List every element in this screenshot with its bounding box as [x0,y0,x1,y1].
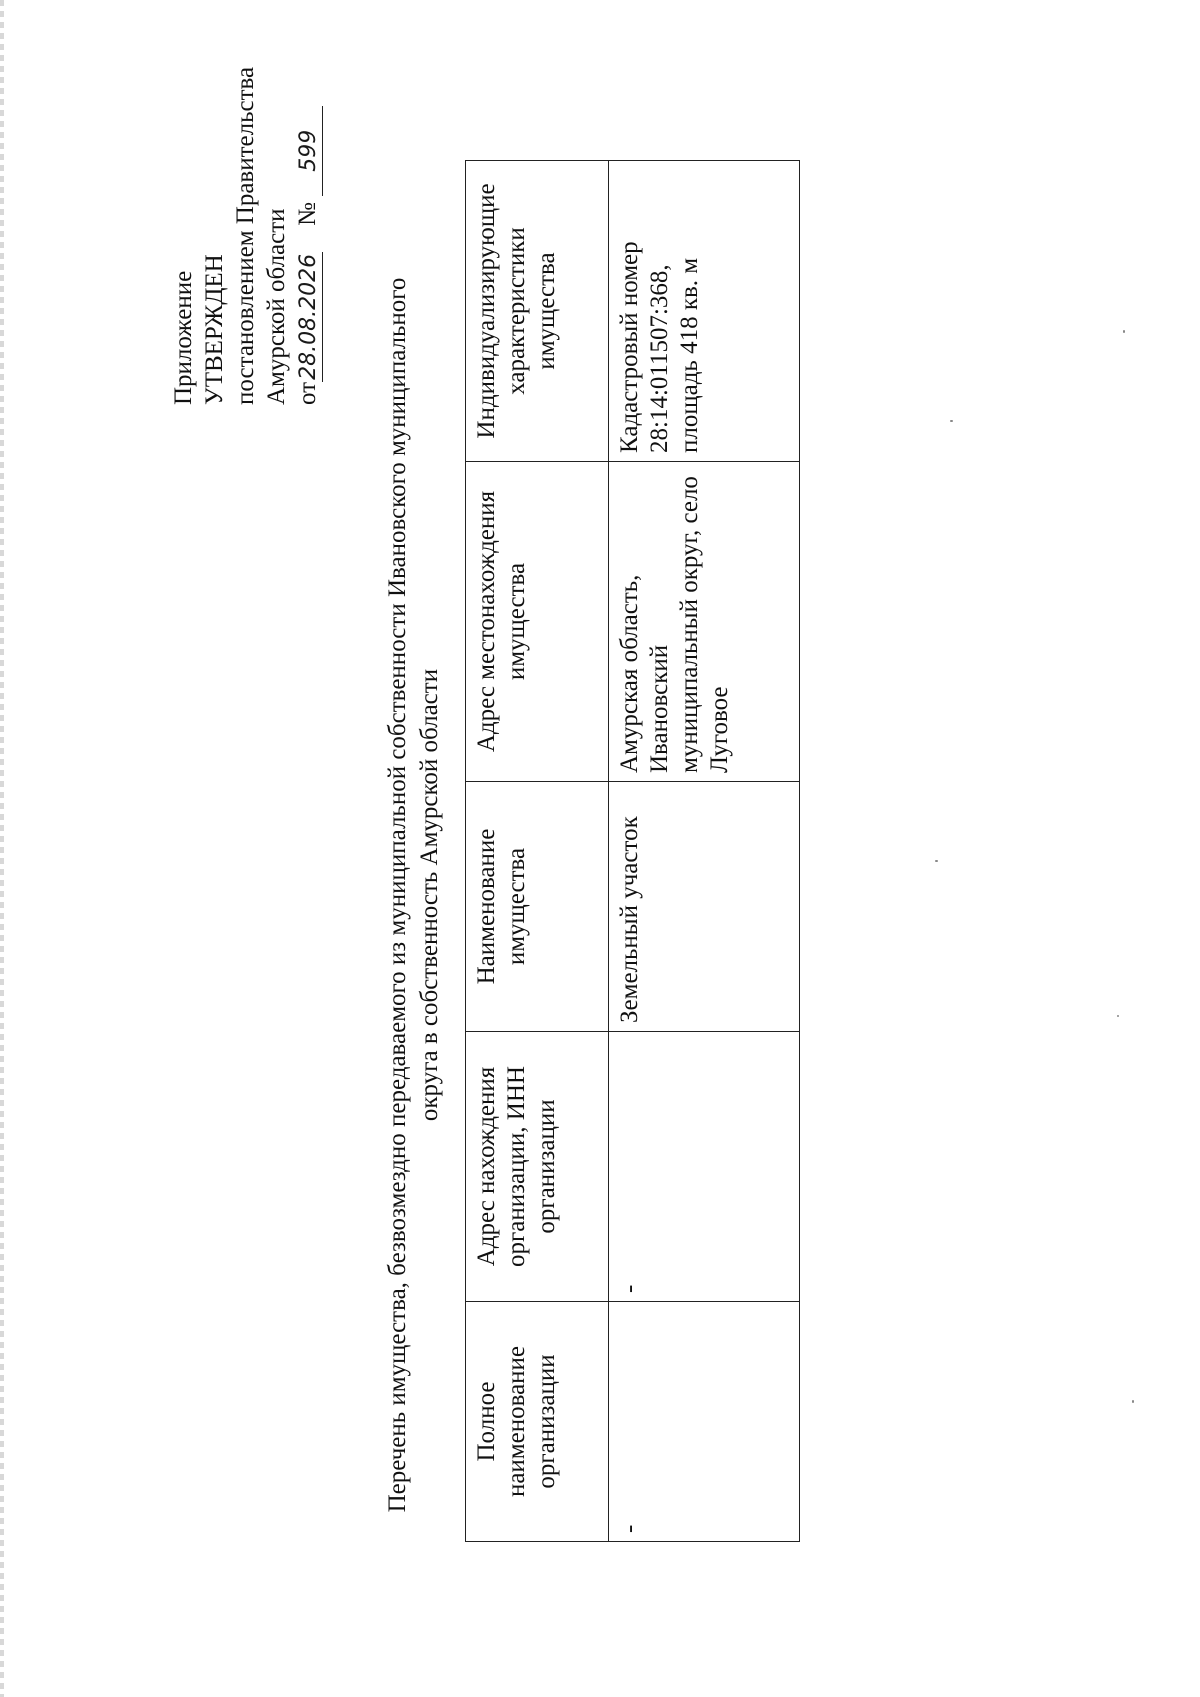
resolution-label: постановлением Правительства [232,66,259,405]
handwritten-date: 28.08.2026 [296,252,323,382]
cell-property-name: Земельный участок [609,782,800,1032]
scan-speck [1132,1400,1134,1403]
handwritten-number: 599 [296,106,323,196]
date-prefix: от [294,381,321,405]
header-org-name: Полное наименование организации [466,1302,609,1542]
title-line-2: округа в собственность Амурской области [416,668,443,1122]
scan-speck [950,420,953,422]
header-property-characteristics: Индивидуализирующие характеристики имущества [466,161,609,462]
scan-speck [1117,1015,1119,1017]
title-line-1: Перечень имущества, безвозмездно передаваемого из муниципальной собственности Ивановского муниципального [384,277,411,1513]
header-org-address-inn: Адрес нахождения организации, ИНН организации [466,1032,609,1302]
table-header-row [466,161,609,1542]
cell-org-name: - [609,1302,800,1542]
property-table-wrap [465,160,800,1542]
property-table [465,160,800,1542]
approval-block [168,0,323,405]
rotated-page [150,66,850,1625]
cell-property-characteristics: Кадастровый номер 28:14:011507:368, площадь 418 кв. м [609,161,800,462]
scan-speck [1123,330,1125,333]
appendix-label: Приложение [170,270,197,405]
region-label: Амурской области [263,208,290,405]
date-number-line [292,0,323,405]
scan-edge [0,0,4,1697]
table-row [609,161,800,1542]
document-title [382,245,446,1545]
approved-label: УТВЕРЖДЕН [201,254,228,405]
header-property-address: Адрес местонахождения имущества [466,462,609,782]
header-property-name: Наименование имущества [466,782,609,1032]
cell-org-address-inn: - [609,1032,800,1302]
scan-speck [935,860,938,862]
cell-property-address: Амурская область, Ивановский муниципальный округ, село Луговое [609,462,800,782]
number-sign: № [294,202,321,226]
